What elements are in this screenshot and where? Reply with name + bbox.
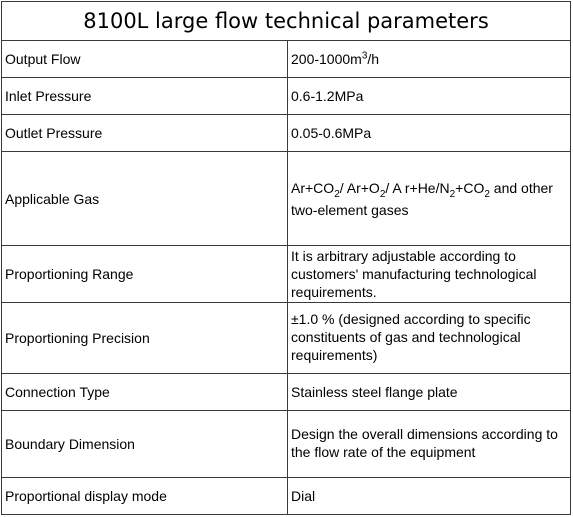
row-label-inlet-pressure: Inlet Pressure [2, 78, 288, 115]
row-label-connection-type: Connection Type [2, 374, 288, 411]
row-value-proportioning-range: It is arbitrary adjustable according to customers' manufacturing technological requirements. [288, 246, 571, 303]
row-label-applicable-gas: Applicable Gas [2, 152, 288, 246]
table-title: 8100L large flow technical parameters [2, 2, 571, 41]
title-row [2, 2, 571, 41]
table-row [2, 374, 571, 411]
table-row [2, 115, 571, 152]
row-value-display-mode: Dial [288, 478, 571, 515]
row-value-outlet-pressure: 0.05-0.6MPa [288, 115, 571, 152]
row-value-output-flow: $200-1000m^3/h$ [288, 41, 571, 78]
row-value-inlet-pressure: 0.6-1.2MPa [288, 78, 571, 115]
row-value-connection-type: Stainless steel flange plate [288, 374, 571, 411]
row-value-proportioning-precision: ±1.0 % (designed according to specific constituents of gas and technological requirements) [288, 303, 571, 374]
table-row [2, 411, 571, 478]
row-value-boundary-dimension: Design the overall dimensions according to the flow rate of the equipment [288, 411, 571, 478]
row-label-boundary-dimension: Boundary Dimension [2, 411, 288, 478]
table-row [2, 303, 571, 374]
table-row [2, 41, 571, 78]
row-value-applicable-gas: $Ar+CO_2/$ $Ar+O_2/$ A $r+He/N_2+CO_2$ and other two-element gases [288, 152, 571, 246]
row-label-proportioning-range: Proportioning Range [2, 246, 288, 303]
table-row [2, 246, 571, 303]
parameters-table [1, 1, 571, 515]
row-label-output-flow: Output Flow [2, 41, 288, 78]
row-label-proportioning-precision: Proportioning Precision [2, 303, 288, 374]
row-label-outlet-pressure: Outlet Pressure [2, 115, 288, 152]
table-row [2, 78, 571, 115]
row-label-display-mode: Proportional display mode [2, 478, 288, 515]
table-row [2, 478, 571, 515]
table-row [2, 152, 571, 246]
